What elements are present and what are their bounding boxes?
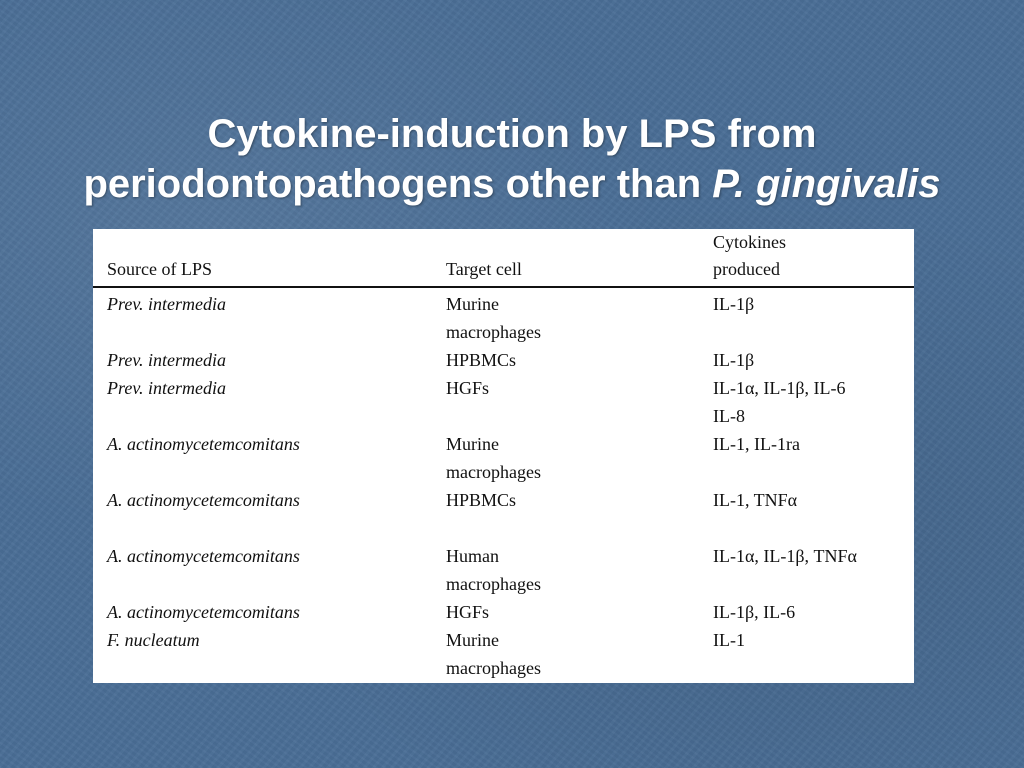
cell-source-of-lps: Prev. intermedia (107, 378, 226, 398)
cell-target-cell (446, 346, 516, 374)
cell-target-line: macrophages (446, 574, 541, 594)
cell-target-cell (446, 430, 541, 486)
cell-target-line: macrophages (446, 322, 541, 342)
cell-target-cell (446, 542, 541, 598)
cell-cytokine-line: IL-1β (713, 350, 755, 370)
header-source-of-lps: Source of LPS (107, 259, 212, 279)
cell-target-line: Murine (446, 434, 499, 454)
cell-cytokine-line: IL-1, TNFα (713, 490, 798, 510)
header-cytokines-produced (713, 229, 786, 283)
slide-title-line-2 (0, 159, 1024, 209)
cell-cytokines-produced (713, 290, 754, 318)
cell-cytokines-produced (713, 542, 857, 570)
cell-cytokine-line: IL-8 (713, 406, 745, 426)
cell-target-line: HGFs (446, 602, 490, 622)
cell-target-line: HPBMCs (446, 350, 517, 370)
cell-source-of-lps: A. actinomycetemcomitans (107, 546, 300, 566)
cell-source-of-lps: A. actinomycetemcomitans (107, 602, 300, 622)
cell-source-of-lps: A. actinomycetemcomitans (107, 434, 300, 454)
cell-cytokines-produced (713, 346, 754, 374)
cell-target-line: macrophages (446, 658, 541, 678)
cell-target-cell (446, 486, 516, 514)
cell-cytokine-line: IL-1α, IL-1β, TNFα (713, 546, 857, 566)
header-cytokines-line-2: produced (713, 259, 780, 279)
cell-target-line: HGFs (446, 378, 490, 398)
slide-title (0, 109, 1024, 209)
cell-cytokine-line: IL-1β, IL-6 (713, 602, 796, 622)
cell-target-line: Human (446, 546, 499, 566)
cell-source-of-lps: A. actinomycetemcomitans (107, 490, 300, 510)
cell-target-line: Murine (446, 630, 499, 650)
cell-cytokines-produced (713, 626, 745, 654)
cell-cytokines-produced (713, 486, 797, 514)
table-header (93, 229, 914, 288)
cell-cytokines-produced (713, 598, 795, 626)
slide-title-line-1: Cytokine-induction by LPS from (207, 111, 817, 156)
cell-cytokine-line: IL-1 (713, 630, 745, 650)
cell-source-of-lps: Prev. intermedia (107, 294, 226, 314)
header-cytokines-line-1: Cytokines (713, 232, 787, 252)
cell-cytokines-produced (713, 430, 800, 458)
cell-target-line: Murine (446, 294, 499, 314)
cell-target-cell (446, 626, 541, 682)
cell-cytokine-line: IL-1β (713, 294, 755, 314)
cell-target-cell (446, 598, 489, 626)
cell-source-of-lps: F. nucleatum (107, 630, 200, 650)
cell-source-of-lps: Prev. intermedia (107, 350, 226, 370)
cell-target-cell (446, 374, 489, 402)
cell-cytokines-produced (713, 374, 846, 430)
cell-cytokine-line: IL-1α, IL-1β, IL-6 (713, 378, 846, 398)
cell-target-line: macrophages (446, 462, 541, 482)
header-target-cell: Target cell (446, 259, 522, 279)
slide-title-species: P. gingivalis (712, 161, 941, 206)
cell-target-line: HPBMCs (446, 490, 517, 510)
slide-title-line-2-text: periodontopathogens other than (83, 161, 713, 206)
cell-target-cell (446, 290, 541, 346)
cell-cytokine-line: IL-1, IL-1ra (713, 434, 800, 454)
cytokine-table (93, 229, 914, 683)
